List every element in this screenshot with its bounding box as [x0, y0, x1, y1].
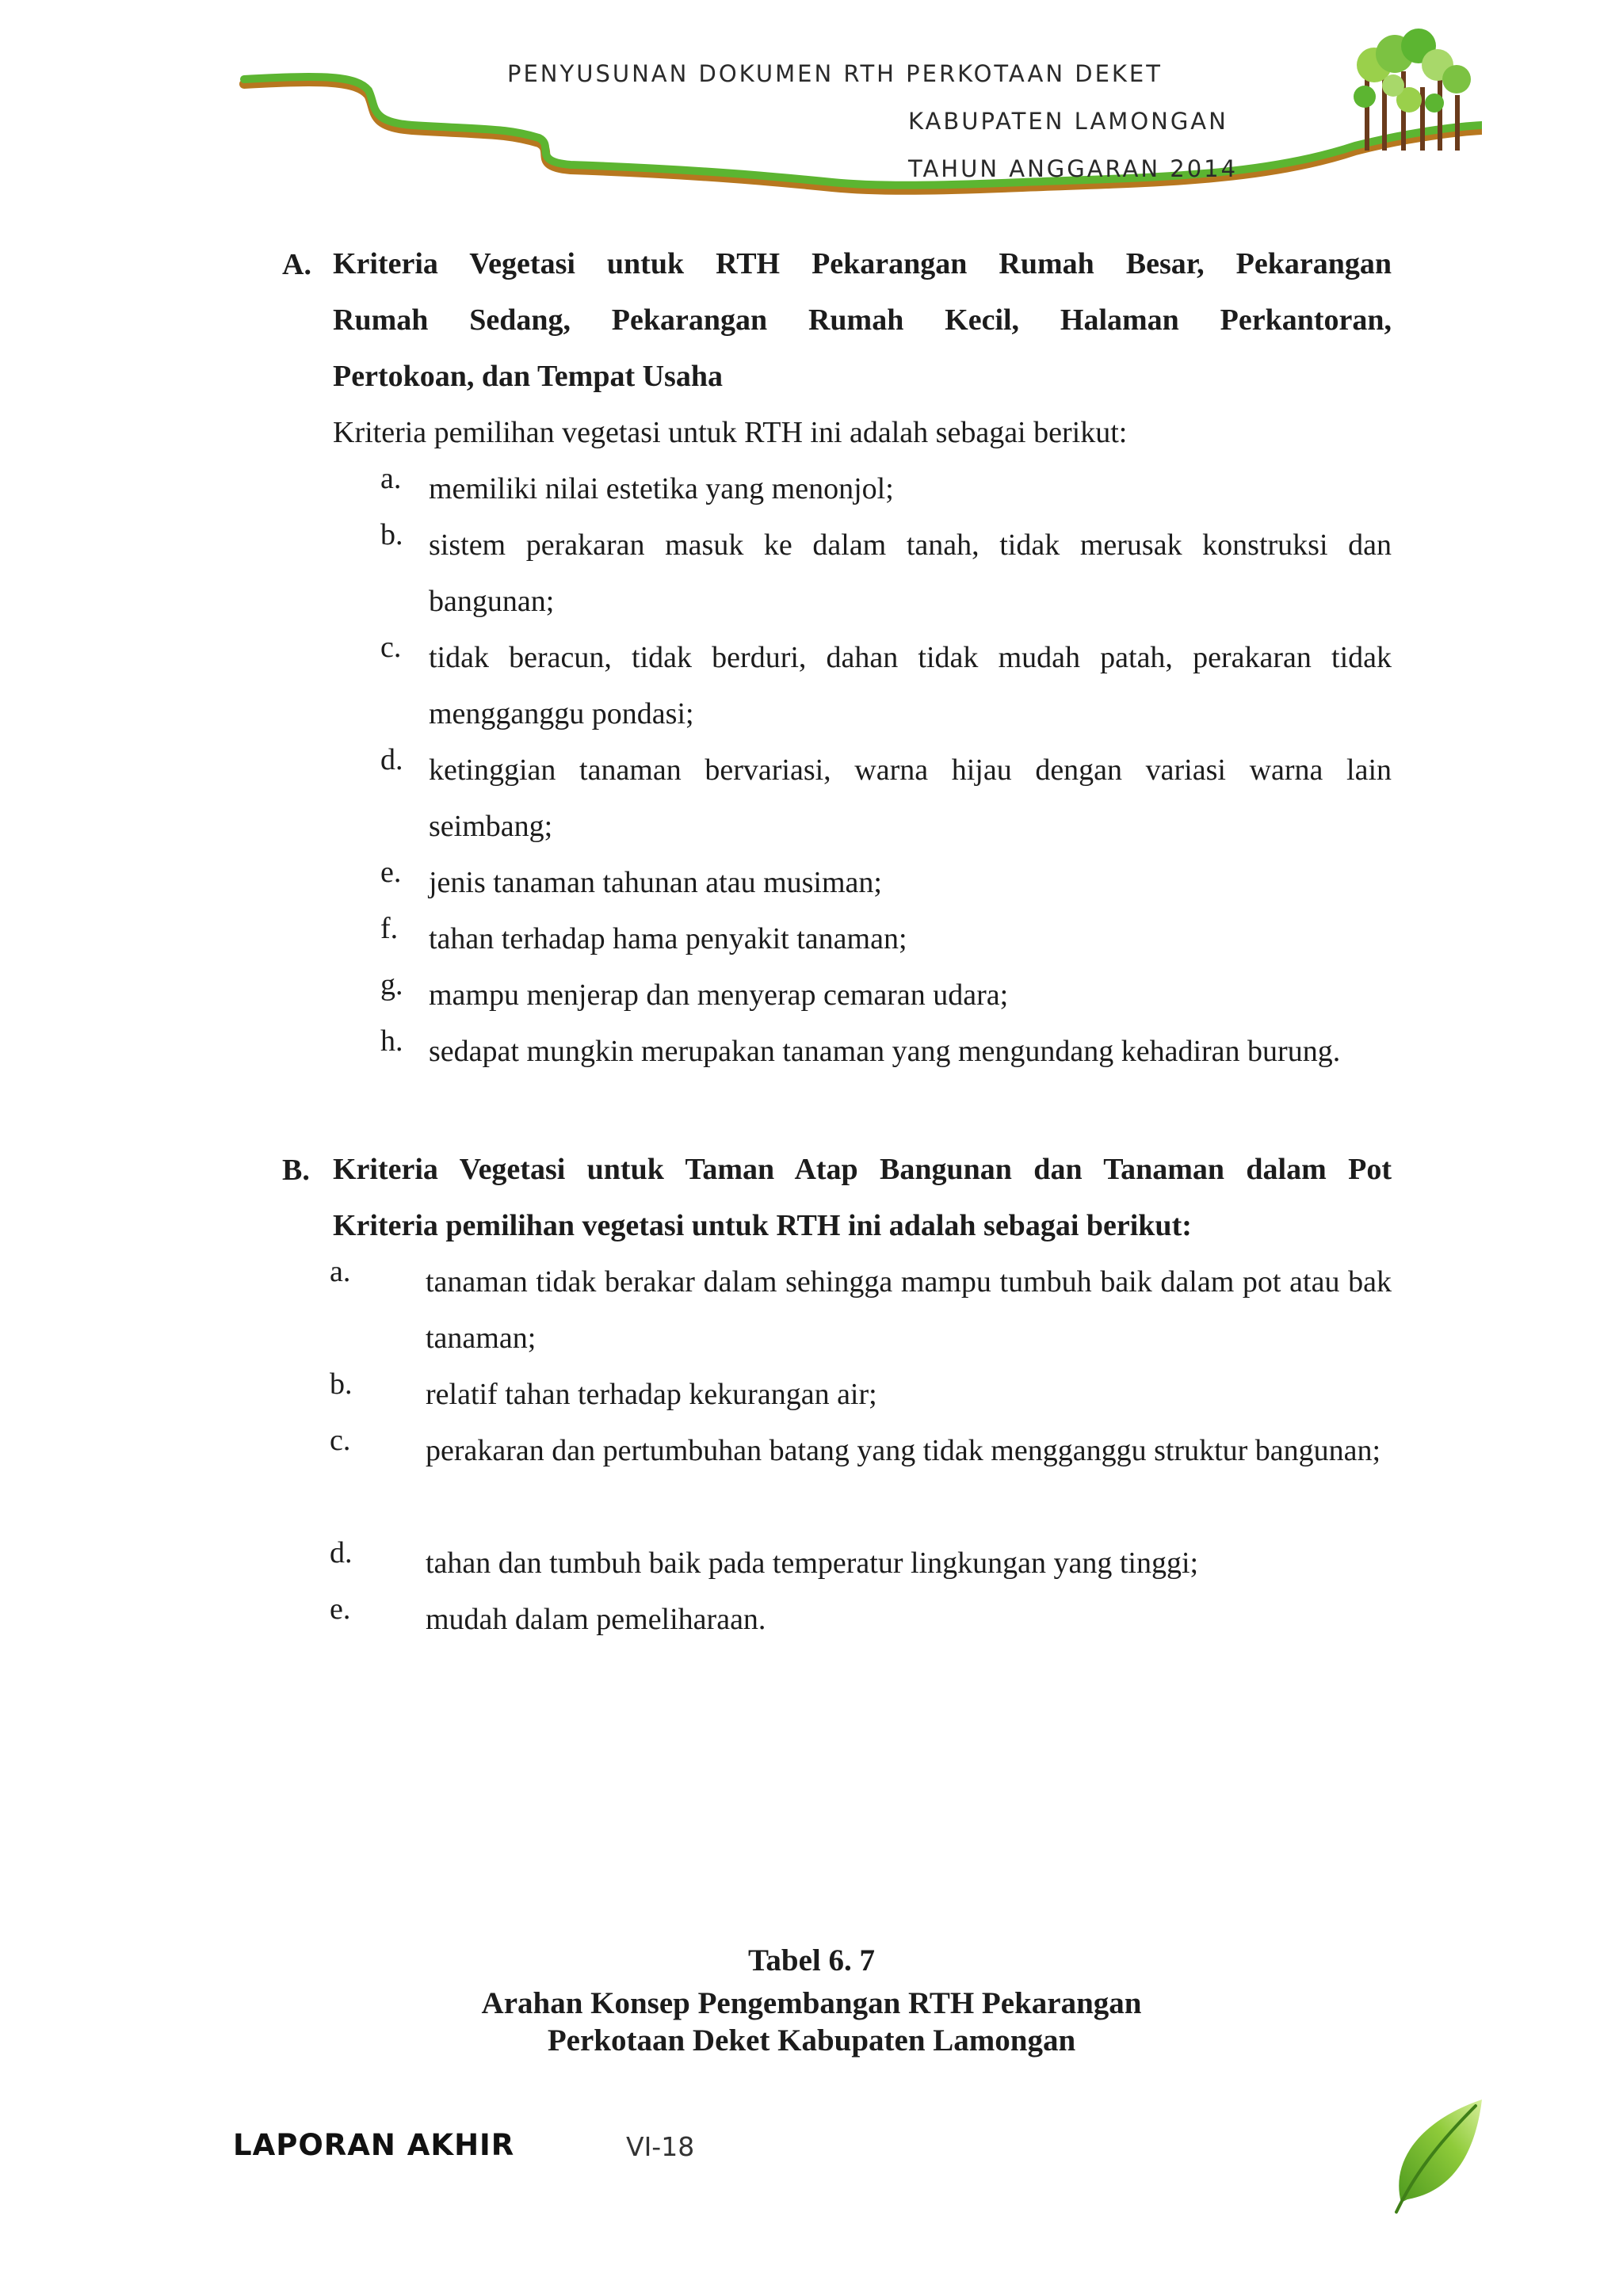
- list-item-text: sistem perakaran masuk ke dalam tanah, tidak merusak konstruksi dan bangunan;: [429, 528, 1392, 618]
- list-item-marker: e.: [380, 856, 402, 889]
- list-item-marker: d.: [330, 1536, 353, 1569]
- list-item-text: tanaman tidak berakar dalam sehingga mampu tumbuh baik dalam pot atau bak tanaman;: [426, 1265, 1392, 1355]
- list-item-text: perakaran dan pertumbuhan batang yang tidak mengganggu struktur bangunan;: [426, 1434, 1381, 1467]
- list-item-marker: c.: [330, 1424, 351, 1457]
- list-item-text: mudah dalam pemeliharaan.: [426, 1603, 766, 1636]
- list-item-text: tahan dan tumbuh baik pada temperatur lingkungan yang tinggi;: [426, 1547, 1199, 1580]
- list-item-marker: f.: [380, 912, 399, 945]
- table-caption-number: Tabel 6. 7: [747, 1943, 876, 1978]
- list-item-marker: a.: [330, 1255, 351, 1288]
- list-item-text: mampu menjerap dan menyerap cemaran udara;: [429, 978, 1009, 1012]
- list-item-text: ketinggian tanaman bervariasi, warna hijau dengan variasi warna lain seimbang;: [429, 753, 1392, 843]
- list-item-text: jenis tanaman tahunan atau musiman;: [429, 866, 882, 899]
- table-caption-title-line2: Perkotaan Deket Kabupaten Lamongan: [547, 2023, 1076, 2058]
- list-item-marker: c.: [380, 631, 402, 664]
- footer-report-label: LAPORAN AKHIR: [233, 2128, 515, 2162]
- table-caption-title-line1: Arahan Konsep Pengembangan RTH Pekarangan: [481, 1986, 1142, 2020]
- list-item-text: tidak beracun, tidak berduri, dahan tidak mudah patah, perakaran tidak mengganggu pondasi;: [429, 641, 1392, 730]
- header-title-line1: PENYUSUNAN DOKUMEN RTH PERKOTAAN DEKET: [507, 60, 1163, 87]
- section-b-intro: Kriteria pemilihan vegetasi untuk RTH ini adalah sebagai berikut:: [333, 1209, 1192, 1242]
- section-b-title: Kriteria Vegetasi untuk Taman Atap Bangunan dan Tanaman dalam Pot: [333, 1153, 1392, 1186]
- list-item-marker: e.: [330, 1592, 351, 1626]
- list-item-text: tahan terhadap hama penyakit tanaman;: [429, 922, 907, 955]
- footer-page-number: VI-18: [626, 2131, 695, 2162]
- section-a-marker: A.: [282, 248, 311, 281]
- header-title-line3: TAHUN ANGGARAN 2014: [908, 155, 1239, 182]
- header-ribbon: [230, 24, 1482, 206]
- list-item-marker: b.: [330, 1367, 353, 1401]
- section-a-title-line2: Rumah Sedang, Pekarangan Rumah Kecil, Halaman Perkantoran,: [333, 303, 1392, 337]
- leaf-icon: [1390, 2096, 1488, 2215]
- section-a-title-line3: Pertokoan, dan Tempat Usaha: [333, 360, 723, 393]
- section-b-marker: B.: [282, 1154, 310, 1187]
- list-item-text: sedapat mungkin merupakan tanaman yang mengundang kehadiran burung.: [429, 1035, 1341, 1068]
- list-item-text: relatif tahan terhadap kekurangan air;: [426, 1378, 877, 1411]
- list-item-marker: d.: [380, 743, 403, 776]
- section-a-title-line1: Kriteria Vegetasi untuk RTH Pekarangan Rumah Besar, Pekarangan: [333, 247, 1392, 280]
- list-item-marker: h.: [380, 1024, 403, 1058]
- section-a-intro: Kriteria pemilihan vegetasi untuk RTH ini adalah sebagai berikut:: [333, 416, 1128, 449]
- list-item-text: memiliki nilai estetika yang menonjol;: [429, 472, 894, 505]
- list-item-marker: b.: [380, 518, 403, 551]
- list-item-marker: g.: [380, 968, 403, 1001]
- list-item-marker: a.: [380, 462, 402, 495]
- header-title-line2: KABUPATEN LAMONGAN: [908, 108, 1228, 135]
